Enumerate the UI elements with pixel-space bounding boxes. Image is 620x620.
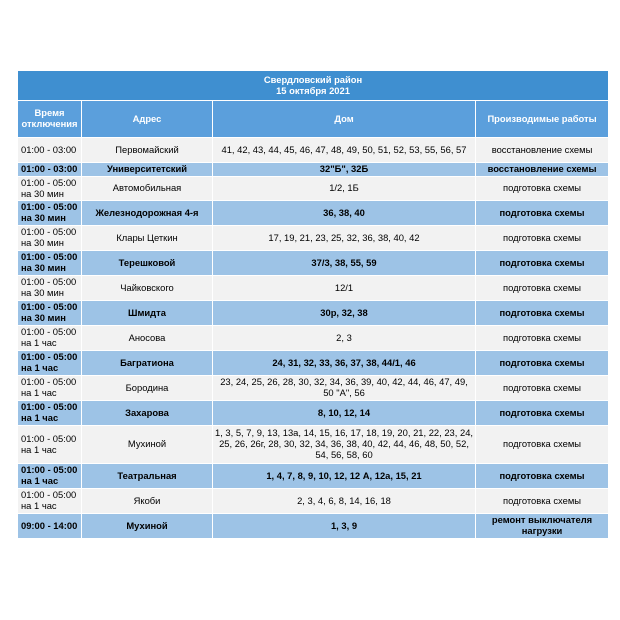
table-row	[18, 301, 609, 326]
row-works: подготовка схемы	[476, 201, 609, 226]
row-time: 01:00 - 05:00 на 30 мин	[18, 177, 82, 201]
row-address: Багратиона	[82, 351, 213, 376]
header-works: Производимые работы	[476, 101, 609, 138]
row-works: восстановление схемы	[476, 138, 609, 163]
row-address: Первомайский	[82, 138, 213, 163]
row-time: 01:00 - 05:00 на 1 час	[18, 351, 82, 376]
row-works: подготовка схемы	[476, 376, 609, 401]
row-address: Шмидта	[82, 301, 213, 326]
row-works: подготовка схемы	[476, 401, 609, 426]
row-address: Терешковой	[82, 251, 213, 276]
row-address: Захарова	[82, 401, 213, 426]
row-houses: 23, 24, 25, 26, 28, 30, 32, 34, 36, 39, 40, 42, 44, 46, 47, 49, 50 "А", 56	[213, 376, 476, 401]
table-title	[18, 71, 609, 101]
row-works: подготовка схемы	[476, 326, 609, 351]
table-row	[18, 201, 609, 226]
row-works: подготовка схемы	[476, 351, 609, 376]
row-address: Автомобильная	[82, 177, 213, 201]
row-houses: 12/1	[213, 276, 476, 301]
outage-table	[17, 70, 609, 539]
district-name: Свердловский район	[263, 73, 363, 85]
outage-table-container	[17, 70, 608, 539]
table-row	[18, 163, 609, 177]
row-houses: 32"Б", 32Б	[213, 163, 476, 177]
row-address: Якоби	[82, 489, 213, 514]
table-row	[18, 426, 609, 464]
row-houses: 1/2, 1Б	[213, 177, 476, 201]
row-address: Бородина	[82, 376, 213, 401]
row-time: 01:00 - 03:00	[18, 138, 82, 163]
row-address: Клары Цеткин	[82, 226, 213, 251]
row-houses: 24, 31, 32, 33, 36, 37, 38, 44/1, 46	[213, 351, 476, 376]
table-row	[18, 177, 609, 201]
row-houses: 1, 3, 9	[213, 514, 476, 539]
row-works: восстановление схемы	[476, 163, 609, 177]
row-houses: 30р, 32, 38	[213, 301, 476, 326]
table-row	[18, 351, 609, 376]
row-time: 01:00 - 05:00 на 30 мин	[18, 201, 82, 226]
row-time: 01:00 - 05:00 на 1 час	[18, 401, 82, 426]
table-row	[18, 326, 609, 351]
row-works: подготовка схемы	[476, 177, 609, 201]
row-houses: 2, 3, 4, 6, 8, 14, 16, 18	[213, 489, 476, 514]
header-house: Дом	[213, 101, 476, 138]
table-row	[18, 376, 609, 401]
row-houses: 1, 4, 7, 8, 9, 10, 12, 12 А, 12а, 15, 21	[213, 464, 476, 489]
row-works: подготовка схемы	[476, 464, 609, 489]
row-time: 01:00 - 03:00	[18, 163, 82, 177]
row-time: 01:00 - 05:00 на 30 мин	[18, 276, 82, 301]
row-address: Чайковского	[82, 276, 213, 301]
table-row	[18, 226, 609, 251]
table-row	[18, 251, 609, 276]
row-houses: 2, 3	[213, 326, 476, 351]
row-works: подготовка схемы	[476, 226, 609, 251]
table-row	[18, 514, 609, 539]
row-houses: 36, 38, 40	[213, 201, 476, 226]
table-row	[18, 276, 609, 301]
row-time: 01:00 - 05:00 на 1 час	[18, 326, 82, 351]
row-address: Университетский	[82, 163, 213, 177]
row-works: подготовка схемы	[476, 276, 609, 301]
row-houses: 17, 19, 21, 23, 25, 32, 36, 38, 40, 42	[213, 226, 476, 251]
table-row	[18, 464, 609, 489]
row-houses: 8, 10, 12, 14	[213, 401, 476, 426]
table-row	[18, 138, 609, 163]
row-address: Мухиной	[82, 426, 213, 464]
row-time: 01:00 - 05:00 на 1 час	[18, 464, 82, 489]
row-works: подготовка схемы	[476, 301, 609, 326]
row-works: ремонт выключателя нагрузки	[476, 514, 609, 539]
row-time: 01:00 - 05:00 на 1 час	[18, 489, 82, 514]
row-houses: 37/3, 38, 55, 59	[213, 251, 476, 276]
row-time: 01:00 - 05:00 на 1 час	[18, 426, 82, 464]
row-time: 01:00 - 05:00 на 30 мин	[18, 301, 82, 326]
row-time: 01:00 - 05:00 на 30 мин	[18, 251, 82, 276]
row-address: Аносова	[82, 326, 213, 351]
table-row	[18, 401, 609, 426]
row-houses: 41, 42, 43, 44, 45, 46, 47, 48, 49, 50, 51, 52, 53, 55, 56, 57	[213, 138, 476, 163]
row-address: Театральная	[82, 464, 213, 489]
row-works: подготовка схемы	[476, 489, 609, 514]
table-date: 15 октября 2021	[276, 84, 350, 96]
header-time: Время отключения	[18, 101, 82, 138]
row-works: подготовка схемы	[476, 426, 609, 464]
row-houses: 1, 3, 5, 7, 9, 13, 13а, 14, 15, 16, 17, 18, 19, 20, 21, 22, 23, 24, 25, 26, 26г, 28, 30, 32, 34, 36, 38, 40, 42, 44, 46, 48, 50, 52, 54, 56, 58, 60	[213, 426, 476, 464]
row-time: 09:00 - 14:00	[18, 514, 82, 539]
row-address: Железнодорожная 4-я	[82, 201, 213, 226]
header-address: Адрес	[82, 101, 213, 138]
table-row	[18, 489, 609, 514]
row-address: Мухиной	[82, 514, 213, 539]
row-time: 01:00 - 05:00 на 30 мин	[18, 226, 82, 251]
row-time: 01:00 - 05:00 на 1 час	[18, 376, 82, 401]
row-works: подготовка схемы	[476, 251, 609, 276]
